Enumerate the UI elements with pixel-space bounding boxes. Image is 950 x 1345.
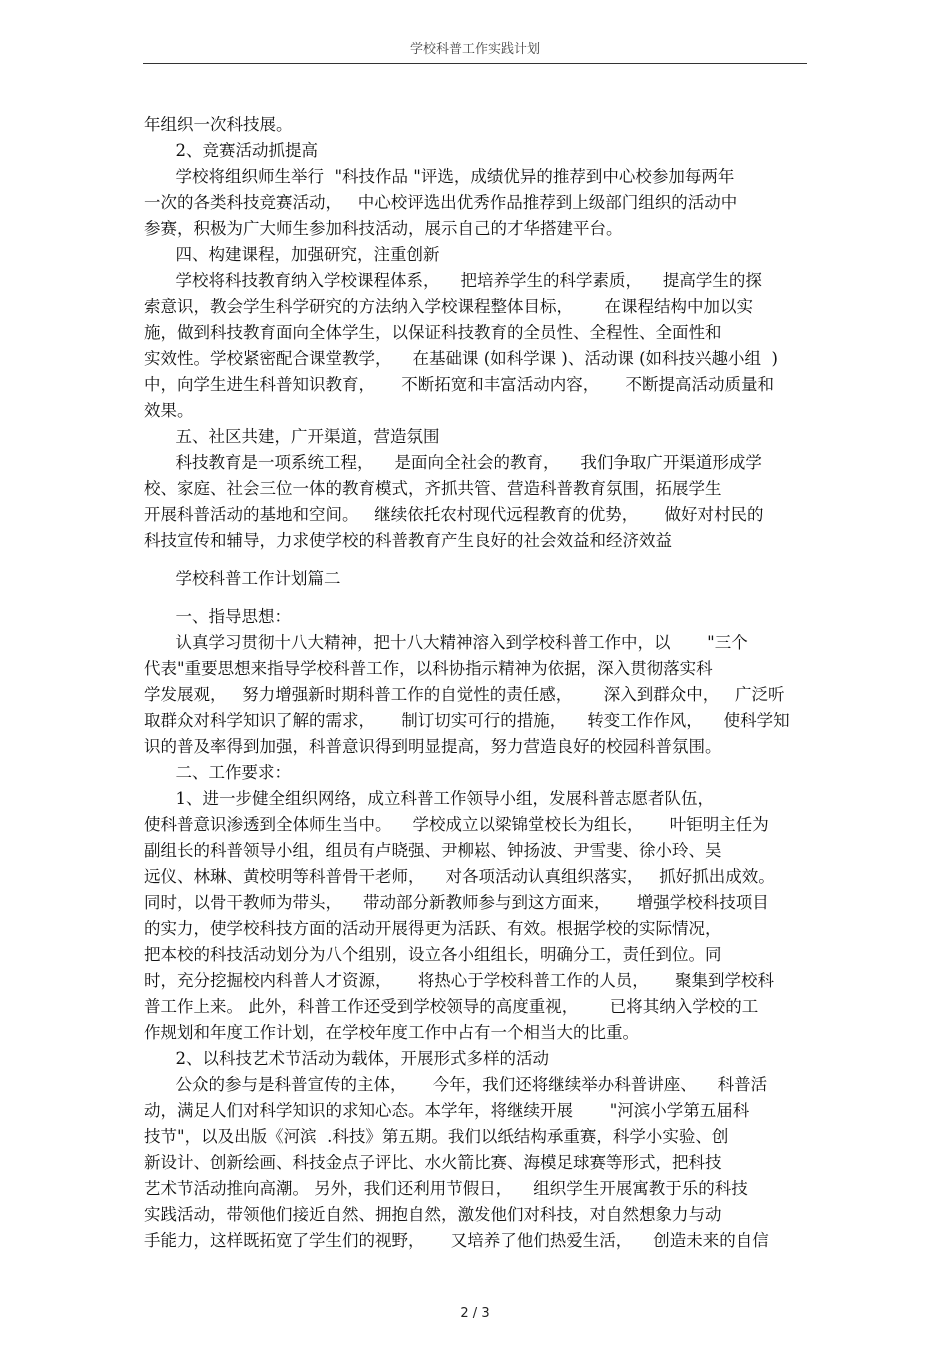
text-line: 同时，以骨干教师为带头， 带动部分新教师参与到这方面来， 增强学校科技项目: [144, 893, 769, 912]
text-line: 普工作上来。 此外，科普工作还受到学校领导的高度重视， 已将其纳入学校的工: [144, 997, 759, 1016]
text-line: 实效性。学校紧密配合课堂教学， 在基础课 (如科学课 )、活动课 (如科技兴趣小组 ): [144, 349, 778, 368]
text-line: 学校将科技教育纳入学校课程体系， 把培养学生的科学素质， 提高学生的探: [144, 271, 762, 290]
text-line: 校、家庭、社会三位一体的教育模式，齐抓共管、营造科普教育氛围，拓展学生: [144, 479, 722, 498]
text-line: 学校科普工作计划篇二: [144, 569, 341, 588]
running-header: 学校科普工作实践计划: [409, 42, 540, 57]
header-rule: [143, 63, 807, 64]
text-line: 科技宣传和辅导，力求使学校的科普教育产生良好的社会效益和经济效益: [144, 531, 672, 550]
text-line: 作规划和年度工作计划，在学校年度工作中占有一个相当大的比重。: [144, 1023, 639, 1042]
text-line: 新设计、创新绘画、科技金点子评比、水火箭比赛、海模足球赛等形式，把科技: [144, 1153, 722, 1172]
text-line: 取群众对科学知识了解的需求， 制订切实可行的措施， 转变工作作风， 使科学知: [144, 711, 790, 730]
text-line: 年组织一次科技展。: [144, 115, 293, 134]
text-line: 艺术节活动推向高潮。 另外，我们还利用节假日， 组织学生开展寓教于乐的科技: [144, 1179, 748, 1198]
text-line: 学校将组织师生举行 "科技作品 "评选，成绩优异的推荐到中心校参加每两年: [144, 167, 735, 186]
text-line: 使科普意识渗透到全体师生当中。 学校成立以梁锦堂校长为组长， 叶钜明主任为: [144, 815, 769, 834]
document-body: [144, 112, 812, 1254]
text-line: 把本校的科技活动划分为八个组别，设立各小组组长，明确分工，责任到位。同: [144, 945, 722, 964]
text-line: 中，向学生进生科普知识教育， 不断拓宽和丰富活动内容， 不断提高活动质量和: [144, 375, 774, 394]
text-line: 二、工作要求：: [144, 763, 291, 782]
text-line: 实践活动，带领他们接近自然、拥抱自然，激发他们对科技，对自然想象力与动: [144, 1205, 722, 1224]
text-line: 五、社区共建，广开渠道，营造氛围: [144, 427, 440, 446]
text-line: 副组长的科普领导小组，组员有卢晓强、尹柳崧、钟扬波、尹雪斐、徐小玲、吴: [144, 841, 722, 860]
text-line: 公众的参与是科普宣传的主体， 今年，我们还将继续举办科普讲座、 科普活: [144, 1075, 768, 1094]
text-line: 动，满足人们对科学知识的求知心态。本学年，将继续开展 "河滨小学第五届科: [144, 1101, 750, 1120]
text-line: 参赛，积极为广大师生参加科技活动，展示自己的才华搭建平台。: [144, 219, 623, 238]
text-line: 识的普及率得到加强，科普意识得到明显提高，努力营造良好的校园科普氛围。: [144, 737, 722, 756]
text-line: 技节"，以及出版《河滨 .科技》第五期。我们以纸结构承重赛，科学小实验、创: [144, 1127, 729, 1146]
text-line: 索意识，教会学生科学研究的方法纳入学校课程整体目标， 在课程结构中加以实: [144, 297, 753, 316]
text-line: 一次的各类科技竞赛活动， 中心校评选出优秀作品推荐到上级部门组织的活动中: [144, 193, 738, 212]
text-line: 认真学习贯彻十八大精神，把十八大精神溶入到学校科普工作中，以 "三个: [144, 633, 748, 652]
text-line: 远仪、林琳、黄校明等科普骨干老师， 对各项活动认真组织落实， 抓好抓出成效。: [144, 867, 775, 886]
text-line: 2、以科技艺术节活动为载体，开展形式多样的活动: [144, 1049, 549, 1068]
text-line: 时，充分挖掘校内科普人才资源， 将热心于学校科普工作的人员， 聚集到学校科: [144, 971, 774, 990]
text-line: 代表"重要思想来指导学校科普工作，以科协指示精神为依据，深入贯彻落实科: [144, 659, 713, 678]
page-number: 2 / 3: [460, 1306, 490, 1321]
paragraph-gap: [144, 554, 812, 566]
text-line: 2、竞赛活动抓提高: [144, 141, 318, 160]
text-line: 一、指导思想：: [144, 607, 291, 626]
text-line: 开展科普活动的基地和空间。 继续依托农村现代远程教育的优势， 做好对村民的: [144, 505, 764, 524]
paragraph-gap: [144, 592, 812, 604]
text-line: 1、进一步健全组织网络，成立科普工作领导小组，发展科普志愿者队伍，: [144, 789, 714, 808]
text-line: 四、构建课程，加强研究，注重创新: [144, 245, 440, 264]
text-line: 学发展观， 努力增强新时期科普工作的自觉性的责任感， 深入到群众中， 广泛听: [144, 685, 785, 704]
text-line: 科技教育是一项系统工程， 是面向全社会的教育， 我们争取广开渠道形成学: [144, 453, 762, 472]
text-line: 手能力，这样既拓宽了学生们的视野， 又培养了他们热爱生活， 创造未来的自信: [144, 1231, 769, 1250]
text-line: 效果。: [144, 401, 194, 420]
text-line: 的实力，使学校科技方面的活动开展得更为活跃、有效。根据学校的实际情况，: [144, 919, 722, 938]
text-line: 施，做到科技教育面向全体学生，以保证科技教育的全员性、全程性、全面性和: [144, 323, 722, 342]
